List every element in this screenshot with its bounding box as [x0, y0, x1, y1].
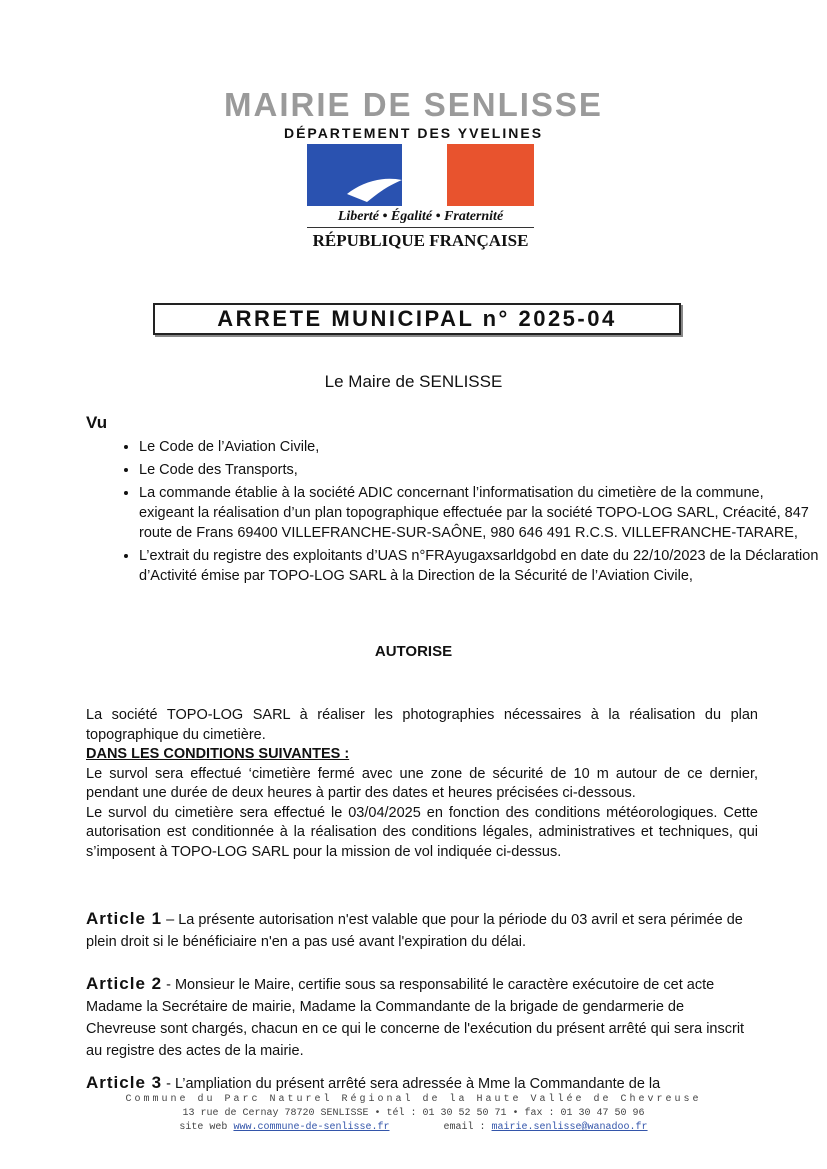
devise: Liberté • Égalité • Fraternité — [307, 209, 534, 228]
footer-contact — [0, 1122, 827, 1133]
list-item: • Le Code des Transports, — [139, 460, 819, 480]
article-3 — [86, 1072, 758, 1095]
arrete-title: ARRETE MUNICIPAL n° 2025-04 — [153, 303, 681, 335]
article-text: - Monsieur le Maire, certifie sous sa responsabilité le caractère exécutoire de cet acte Madame la Secrétaire de mairie, Madame la Commandante de la brigade de gendarmerie de Chevreuse sont chargés, chacun en ce qui le concerne de l'exécution du présent arrêté qui sera inscrit au registre des actes de la mairie. — [86, 977, 745, 1059]
autorise-heading: AUTORISE — [374, 643, 453, 660]
article-text: – La présente autorisation n'est valable que pour la période du 03 avril et sera périmée de plein droit si le bénéficiaire n'en a pas usé avant l'expiration du délai. — [86, 912, 743, 950]
article-label: Article 1 — [86, 909, 163, 928]
site-label: site web — [179, 1122, 228, 1133]
paragraph: La société TOPO-LOG SARL à réaliser les photographies nécessaires à la réalisation du plan topographique du cimetière. — [86, 707, 758, 743]
mairie-heading: MAIRIE DE SENLISSE — [224, 86, 603, 123]
article-label: Article 2 — [86, 974, 163, 993]
vu-label: Vu — [86, 413, 108, 432]
website-link[interactable]: www.commune-de-senlisse.fr — [233, 1122, 390, 1133]
vu-list — [86, 437, 819, 589]
republique-francaise: RÉPUBLIQUE FRANÇAISE — [312, 231, 529, 250]
body-text — [86, 706, 758, 862]
footer-address: 13 rue de Cernay 78720 SENLISSE • tél : 01 30 52 50 71 • fax : 01 30 47 50 96 — [182, 1108, 645, 1119]
paragraph: Le survol du cimetière sera effectué le 03/04/2025 en fonction des conditions météorologiques. Cette autorisation est conditionnée à la réalisation des conditions légales, administratives et techniques, qui s’imposent à TOPO-LOG SARL pour la mission de vol indiquée ci-dessus. — [86, 804, 758, 860]
paragraph: Le survol sera effectué ‘cimetière fermé avec une zone de sécurité de 10 m autour de ce dernier, pendant une durée de deux heures à partir des dates et heures précisées ci-dessous. — [86, 765, 758, 801]
list-item: • Le Code de l’Aviation Civile, — [139, 437, 819, 457]
email-label: email : — [443, 1122, 486, 1133]
article-label: Article 3 — [86, 1073, 163, 1092]
maire-heading: Le Maire de SENLISSE — [324, 372, 503, 391]
conditions-heading: DANS LES CONDITIONS SUIVANTES : — [86, 746, 350, 762]
list-item: • L’extrait du registre des exploitants d’UAS n°FRAyugaxsarldgobd en date du 22/10/2023 de la Déclaration d’Activité émise par TOPO-LOG SARL à la Direction de la Sécurité de l’Aviation Civile, — [139, 546, 819, 586]
marianne-logo — [307, 144, 534, 206]
departement: DÉPARTEMENT DES YVELINES — [283, 125, 544, 141]
article-2 — [86, 973, 758, 1062]
article-text: - L’ampliation du présent arrêté sera adressée à Mme la Commandante de la — [162, 1076, 661, 1092]
email-link[interactable]: mairie.senlisse@wanadoo.fr — [491, 1122, 648, 1133]
list-item: • La commande établie à la société ADIC concernant l’informatisation du cimetière de la commune, exigeant la réalisation d’un plan topographique effectuée par la société TOPO-LOG SARL, Créacité, 847 route de Frans 69400 VILLEFRANCHE-SUR-SAÔNE, 980 646 491 R.C.S. VILLEFRANCHE-TARARE, — [139, 483, 819, 543]
footer-commune: Commune du Parc Naturel Régional de la Haute Vallée de Chevreuse — [125, 1094, 702, 1105]
article-1 — [86, 908, 758, 953]
